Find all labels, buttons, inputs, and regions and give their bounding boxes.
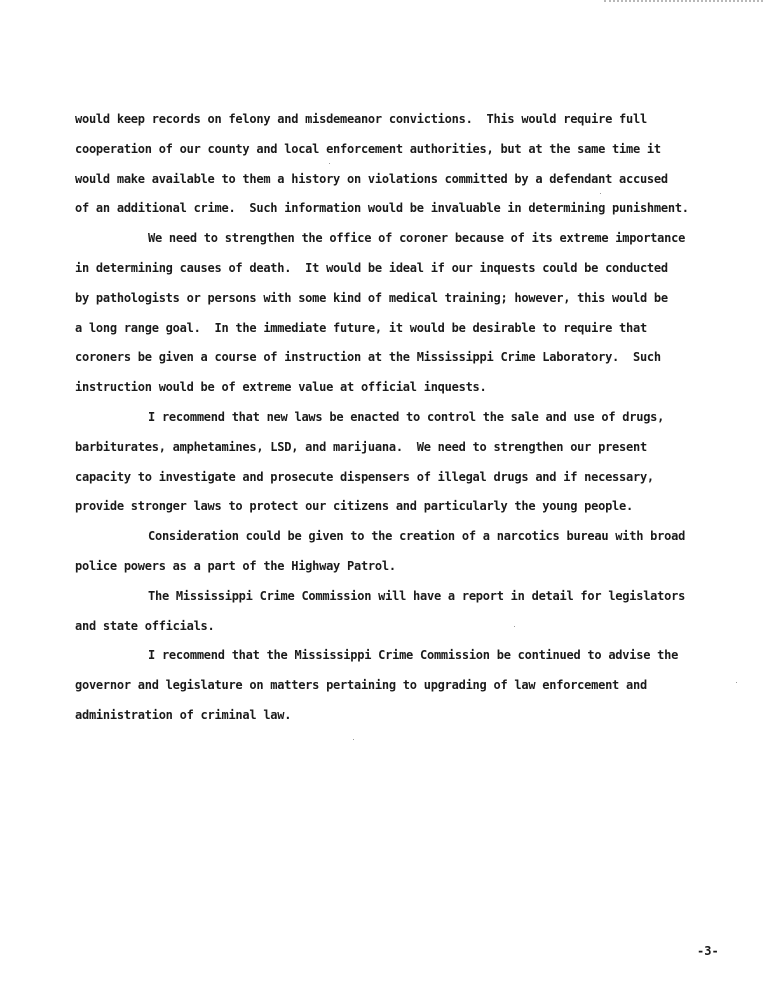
page-number: -3- xyxy=(697,944,719,958)
text-line: of an additional crime. Such information would be invaluable in determining punishment. xyxy=(75,201,689,216)
text-line: would make available to them a history on violations committed by a defendant accused xyxy=(75,171,668,186)
text-line: barbiturates, amphetamines, LSD, and marijuana. We need to strengthen our present xyxy=(75,439,647,454)
text-line: administration of criminal law. xyxy=(75,707,292,722)
paragraph-first-line: The Mississippi Crime Commission will have a report in detail for legislators xyxy=(148,588,686,603)
paragraph-first-line: I recommend that new laws be enacted to control the sale and use of drugs, xyxy=(148,409,665,424)
text-line: and state officials. xyxy=(75,618,215,633)
text-line: cooperation of our county and local enforcement authorities, but at the same time it xyxy=(75,141,661,156)
document-body xyxy=(75,105,735,731)
text-line: police powers as a part of the Highway Patrol. xyxy=(75,558,396,573)
text-line: coroners be given a course of instruction at the Mississippi Crime Laboratory. Such xyxy=(75,350,661,365)
text-line: by pathologists or persons with some kind of medical training; however, this would be xyxy=(75,290,668,305)
text-line: capacity to investigate and prosecute dispensers of illegal drugs and if necessary, xyxy=(75,469,654,484)
scan-speck xyxy=(736,682,737,683)
paragraph-first-line: I recommend that the Mississippi Crime Commission be continued to advise the xyxy=(148,648,679,663)
paragraph-first-line: Consideration could be given to the creation of a narcotics bureau with broad xyxy=(148,529,686,544)
top-edge-rule xyxy=(604,0,763,2)
text-line: instruction would be of extreme value at official inquests. xyxy=(75,380,487,395)
scan-speck xyxy=(600,193,601,194)
text-line: would keep records on felony and misdemeanor convictions. This would require full xyxy=(75,112,647,126)
text-line: provide stronger laws to protect our citizens and particularly the young people. xyxy=(75,499,633,514)
text-line: a long range goal. In the immediate future, it would be desirable to require that xyxy=(75,320,647,335)
scan-speck xyxy=(514,626,515,627)
paragraph-first-line: We need to strengthen the office of coroner because of its extreme importance xyxy=(148,231,686,246)
text-line: governor and legislature on matters pertaining to upgrading of law enforcement and xyxy=(75,678,647,693)
scan-speck xyxy=(329,163,330,164)
scan-speck xyxy=(353,739,354,740)
text-line: in determining causes of death. It would be ideal if our inquests could be conducted xyxy=(75,260,668,275)
